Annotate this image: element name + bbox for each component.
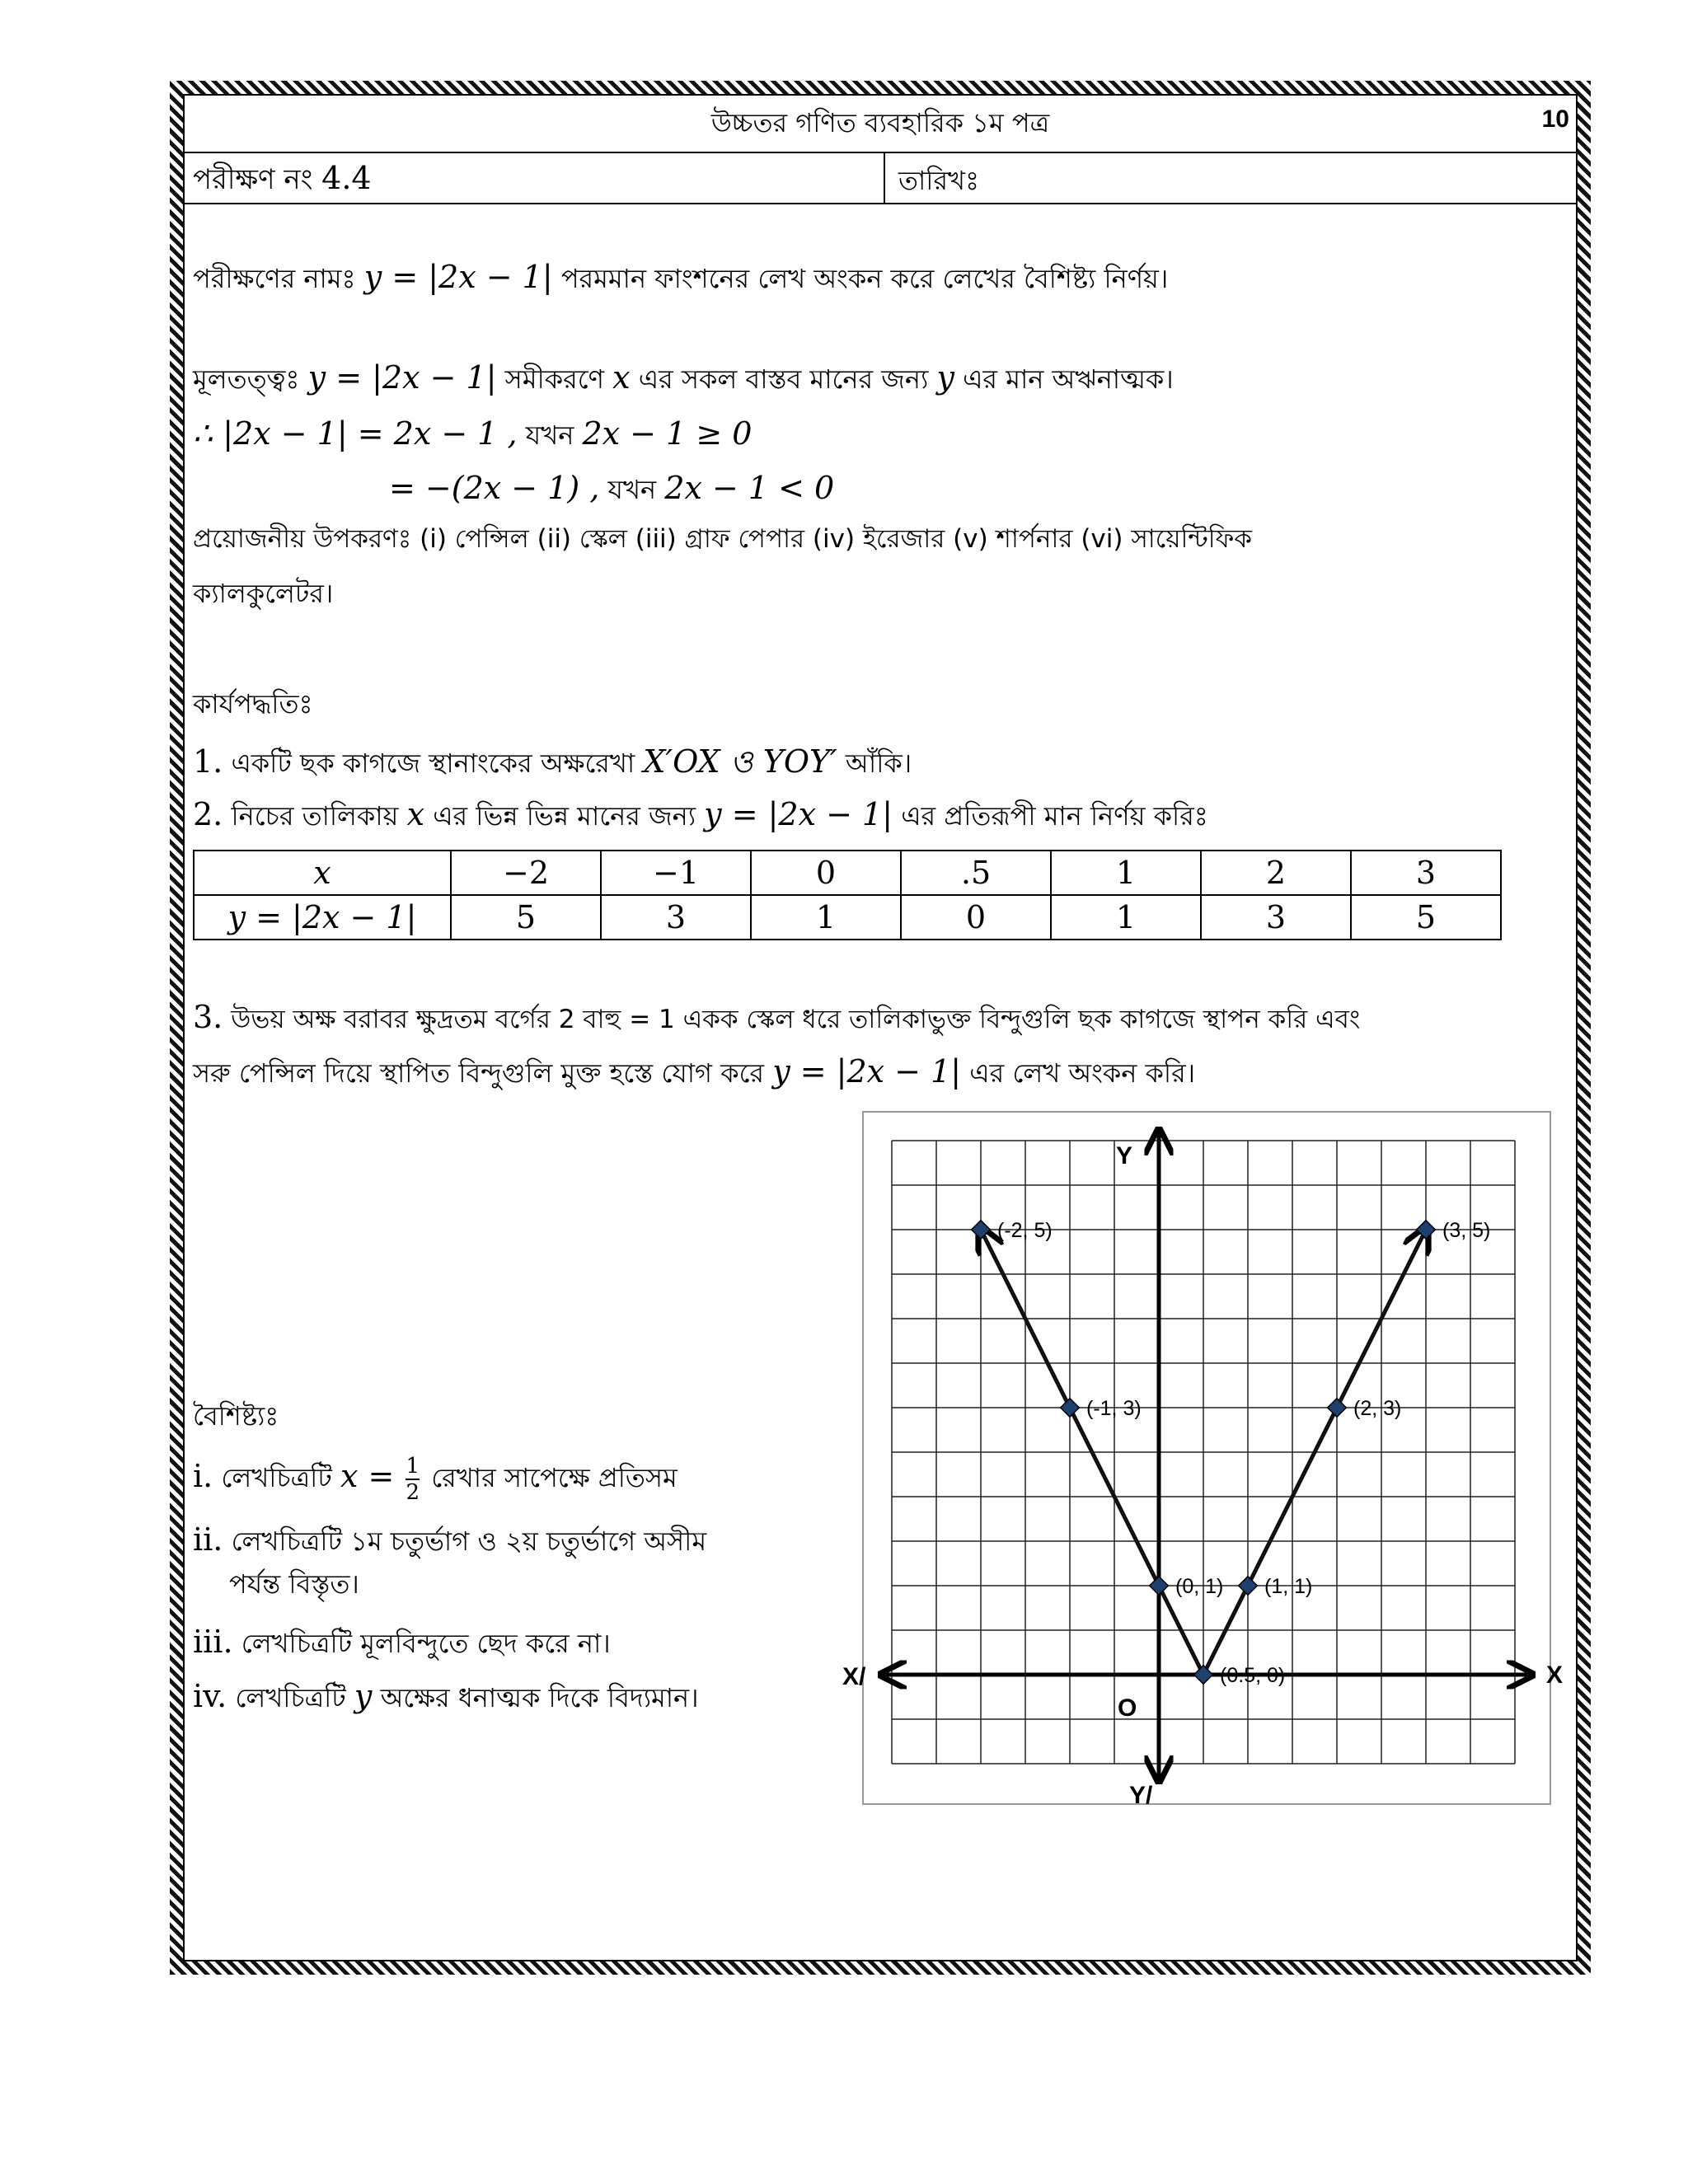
theory-text-1: সমীকরণে xyxy=(504,363,604,395)
table-y-label: y = |2x − 1| xyxy=(194,895,451,940)
theory-line-1 xyxy=(193,358,1174,398)
step1-axes: X′OX ও YOY′ xyxy=(643,743,837,780)
feature-ii-text: লেখচিত্রটি ১ম চতুর্ভাগ ও ২য় চতুর্ভাগে অসীম xyxy=(231,1526,707,1557)
origin-label: O xyxy=(1118,1694,1137,1722)
point-label: (3, 5) xyxy=(1442,1219,1491,1242)
experiment-label: পরীক্ষণ নং xyxy=(193,163,313,196)
theory-line3-when: যখন xyxy=(607,474,657,505)
experiment-number xyxy=(193,158,372,205)
experiment-name-equation: y = |2x − 1| xyxy=(363,259,553,295)
feature-ii-continued: পর্যন্ত বিস্তৃত। xyxy=(229,1568,359,1600)
header-divider xyxy=(884,153,885,203)
step3-line-2b: এর লেখ অংকন করি। xyxy=(969,1057,1196,1089)
feature-i-number: i. xyxy=(193,1458,213,1494)
feature-iv-text-2: অক্ষের ধনাত্মক দিকে বিদ্যমান। xyxy=(380,1682,699,1713)
step2-equation: y = |2x − 1| xyxy=(704,796,893,832)
experiment-name-text: পরমমান ফাংশনের লেখ অংকন করে লেখের বৈশিষ্ট্য নির্ণয়। xyxy=(560,263,1169,294)
feature-iv-number: iv. xyxy=(193,1678,227,1714)
theory-var-x: x xyxy=(612,359,631,396)
table-cell-x: −2 xyxy=(451,851,601,895)
table-cell-y: 0 xyxy=(901,895,1051,940)
theory-label: মূলতত্ত্বঃ xyxy=(193,363,300,395)
procedure-step-1 xyxy=(193,742,912,782)
fraction-numerator: 1 xyxy=(406,1454,420,1479)
data-point xyxy=(1150,1577,1169,1596)
theory-line-2 xyxy=(193,414,752,454)
axis-label-y-neg: Y/ xyxy=(1129,1782,1153,1809)
table-cell-y: 3 xyxy=(601,895,751,940)
step1-end: আঁকি। xyxy=(845,748,912,779)
date-label: তারিখঃ xyxy=(898,165,980,196)
axis-label-x-neg: X/ xyxy=(842,1663,866,1690)
experiment-no-value: 4.4 xyxy=(321,160,372,196)
data-point xyxy=(1194,1666,1213,1685)
procedure-step-3-line-2 xyxy=(193,1052,1195,1092)
table-row-y xyxy=(194,895,1501,940)
header-title: উচ্চতর গণিত ব্যবহারিক ১ম পত্র xyxy=(710,107,1050,138)
step1-number: 1. xyxy=(193,743,223,780)
step3-line-1: উভয় অক্ষ বরাবর ক্ষুদ্রতম বর্গের 2 বাহু = 1 একক স্কেল ধরে তালিকাভুক্ত বিন্দুগুলি ছক কাগজে স্থাপন করি এবং xyxy=(231,1005,1361,1034)
feature-ii-number: ii. xyxy=(193,1521,223,1558)
axis-label-y: Y xyxy=(1116,1142,1133,1169)
step2-text-3: এর প্রতিরূপী মান নির্ণয় করিঃ xyxy=(901,800,1208,832)
materials-line-1: প্রয়োজনীয় উপকরণঃ (i) পেন্সিল (ii) স্কেল (iii) গ্রাফ পেপার (iv) ইরেজার (v) শার্পনার (vi) সায়েন্টিফিক xyxy=(193,524,1252,554)
theory-line3-math: = −(2x − 1) , xyxy=(389,470,600,506)
theory-line3-cond: 2x − 1 < 0 xyxy=(664,470,835,506)
step3-number: 3. xyxy=(193,999,223,1035)
step3-line-2a: সরু পেন্সিল দিয়ে স্থাপিত বিন্দুগুলি মুক্ত হস্তে যোগ করে xyxy=(193,1057,765,1089)
table-cell-y: 3 xyxy=(1201,895,1351,940)
data-point xyxy=(972,1221,991,1240)
table-cell-y: 1 xyxy=(751,895,901,940)
feature-ii xyxy=(193,1520,706,1560)
features-label: বৈশিষ্ট্যঃ xyxy=(193,1400,279,1432)
graph-svg xyxy=(842,1113,1564,1809)
point-label: (2, 3) xyxy=(1353,1397,1402,1420)
step1-text: একটি ছক কাগজে স্থানাংকের অক্ষরেখা xyxy=(231,748,635,779)
step2-x: x xyxy=(406,796,425,832)
procedure-step-2 xyxy=(193,794,1208,835)
materials-line-2: ক্যালকুলেটর। xyxy=(193,578,334,609)
table-cell-y: 5 xyxy=(451,895,601,940)
point-label: (0.5, 0) xyxy=(1220,1664,1286,1687)
fraction-denominator: 2 xyxy=(406,1480,420,1505)
theory-equation: y = |2x − 1| xyxy=(307,359,497,396)
table-cell-x: 3 xyxy=(1351,851,1501,895)
data-point xyxy=(1239,1577,1258,1596)
experiment-name-label: পরীক্ষণের নামঃ xyxy=(193,263,356,294)
table-cell-y: 1 xyxy=(1051,895,1201,940)
feature-iii-text: লেখচিত্রটি মূলবিন্দুতে ছেদ করে না। xyxy=(241,1628,611,1659)
point-label: (0, 1) xyxy=(1175,1575,1224,1598)
one-half-fraction xyxy=(406,1455,420,1503)
step3-equation: y = |2x − 1| xyxy=(772,1053,962,1090)
theory-text-3: এর মান অঋনাত্মক। xyxy=(963,363,1174,395)
feature-iv-text-1: লেখচিত্রটি xyxy=(235,1682,346,1713)
data-point xyxy=(1417,1221,1436,1240)
feature-iii xyxy=(193,1622,611,1662)
feature-i-equation: x = xyxy=(340,1458,395,1494)
table-cell-y: 5 xyxy=(1351,895,1501,940)
procedure-step-3-line-1 xyxy=(193,997,1360,1038)
step2-text-1: নিচের তালিকায় xyxy=(231,800,399,832)
theory-line2-when: যখন xyxy=(525,419,574,451)
point-label: (-2, 5) xyxy=(997,1219,1053,1242)
step2-text-2: এর ভিন্ন ভিন্ন মানের জন্য xyxy=(433,800,696,832)
experiment-name-line xyxy=(193,257,1168,298)
data-point xyxy=(1328,1399,1347,1418)
table-cell-x: 1 xyxy=(1051,851,1201,895)
value-table xyxy=(193,850,1502,940)
feature-iii-number: iii. xyxy=(193,1624,233,1660)
page-number: 10 xyxy=(1541,105,1569,133)
theory-line-3 xyxy=(389,468,834,509)
point-label: (-1, 3) xyxy=(1086,1397,1142,1420)
table-cell-x: 2 xyxy=(1201,851,1351,895)
theory-line2-math: ∴ |2x − 1| = 2x − 1 , xyxy=(193,415,518,452)
table-cell-x: −1 xyxy=(601,851,751,895)
procedure-label: কার্যপদ্ধতিঃ xyxy=(193,688,313,719)
feature-i xyxy=(193,1455,678,1503)
header-title-row xyxy=(185,96,1576,153)
data-point xyxy=(1061,1399,1080,1418)
table-cell-x: 0 xyxy=(751,851,901,895)
table-x-label: x xyxy=(194,851,451,895)
axis-label-x: X xyxy=(1546,1661,1564,1689)
page-border xyxy=(170,81,1591,1975)
step2-number: 2. xyxy=(193,796,223,832)
feature-iv xyxy=(193,1676,699,1717)
theory-line2-cond: 2x − 1 ≥ 0 xyxy=(582,415,753,452)
table-row-x xyxy=(194,851,1501,895)
point-label: (1, 1) xyxy=(1264,1575,1313,1598)
feature-i-text-1: লেখচিত্রটি xyxy=(221,1462,332,1493)
feature-iv-y: y xyxy=(354,1678,373,1714)
theory-var-y: y xyxy=(936,359,954,396)
graph-panel xyxy=(842,1111,1564,1809)
feature-i-text-2: রেখার সাপেক্ষে প্রতিসম xyxy=(431,1462,678,1493)
theory-text-2: এর সকল বাস্তব মানের জন্য xyxy=(638,363,929,395)
table-cell-x: .5 xyxy=(901,851,1051,895)
header-info-row xyxy=(185,153,1576,204)
